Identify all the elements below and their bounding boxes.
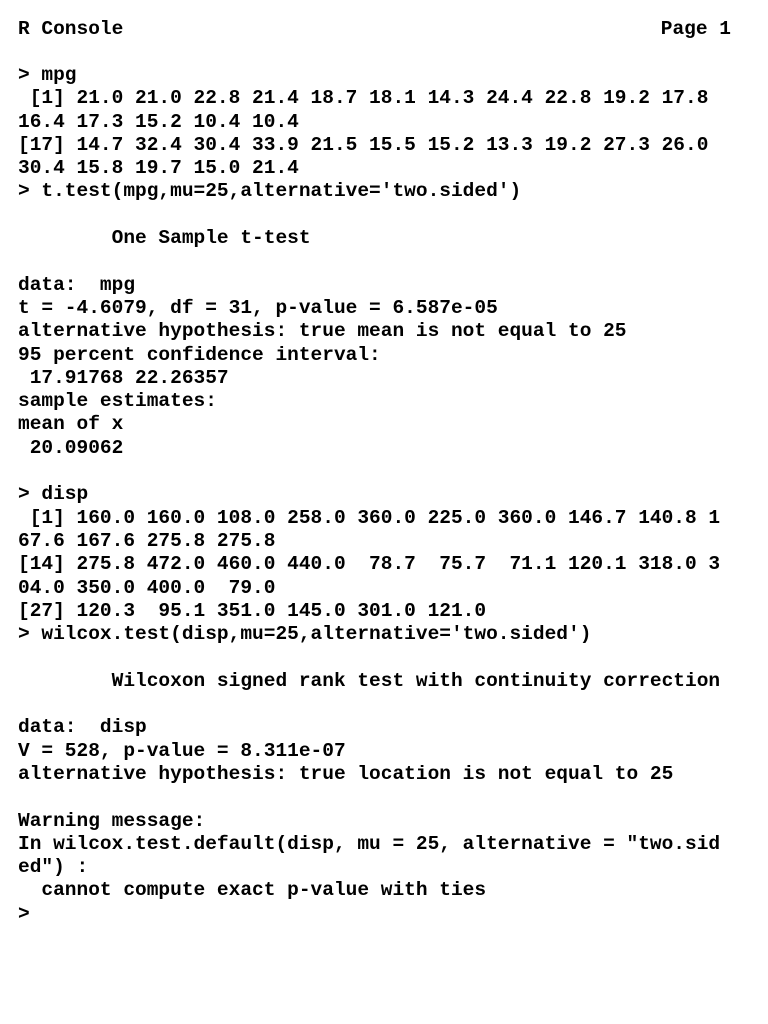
page-title: R Console: [18, 18, 124, 40]
console-line: 30.4 15.8 19.7 15.0 21.4: [18, 157, 299, 180]
console-line: [18, 460, 758, 483]
console-line: 04.0 350.0 400.0 79.0: [18, 576, 276, 599]
console-line: 20.09062: [18, 436, 124, 459]
console-line: [18, 693, 758, 716]
console-line: > wilcox.test(disp,mu=25,alternative='two.sided'): [18, 623, 592, 646]
console-line: alternative hypothesis: true location is not equal to 25: [18, 762, 674, 785]
console-line: Wilcoxon signed rank test with continuity correction: [18, 669, 721, 692]
console-prompt[interactable]: >: [18, 902, 30, 925]
console-line: V = 528, p-value = 8.311e-07: [18, 739, 346, 762]
console-line: Warning message:: [18, 809, 206, 832]
console-line: > mpg: [18, 64, 77, 86]
console-line: mean of x: [18, 413, 124, 436]
console-line: [17] 14.7 32.4 30.4 33.9 21.5 15.5 15.2 13.3 19.2 27.3 26.0: [18, 133, 709, 156]
console-line: alternative hypothesis: true mean is not equal to 25: [18, 320, 627, 343]
page-number: Page 1: [660, 18, 731, 40]
console-line: [1] 21.0 21.0 22.8 21.4 18.7 18.1 14.3 24.4 22.8 19.2 17.8: [18, 87, 709, 110]
console-line: cannot compute exact p-value with ties: [18, 879, 487, 902]
console-line: [18, 646, 758, 669]
console-line: [18, 786, 758, 809]
console-line: 17.91768 22.26357: [18, 366, 229, 389]
page-header: [18, 17, 731, 41]
console-line: [18, 204, 758, 227]
console-line: 95 percent confidence interval:: [18, 343, 381, 366]
console-line: sample estimates:: [18, 390, 217, 413]
console-line: In wilcox.test.default(disp, mu = 25, alternative = "two.sid: [18, 832, 721, 855]
console-line: ed") :: [18, 856, 89, 879]
console-line: 67.6 167.6 275.8 275.8: [18, 529, 276, 552]
console-line: 16.4 17.3 15.2 10.4 10.4: [18, 110, 299, 133]
console-output: [18, 64, 758, 926]
console-line: [18, 250, 758, 273]
console-line: t = -4.6079, df = 31, p-value = 6.587e-05: [18, 296, 498, 319]
console-line: [1] 160.0 160.0 108.0 258.0 360.0 225.0 360.0 146.7 140.8 1: [18, 506, 721, 529]
console-line: data: disp: [18, 716, 147, 739]
console-line: data: mpg: [18, 273, 136, 296]
console-line: [27] 120.3 95.1 351.0 145.0 301.0 121.0: [18, 599, 487, 622]
console-line: One Sample t-test: [18, 227, 311, 250]
console-line: > t.test(mpg,mu=25,alternative='two.sided'): [18, 180, 522, 203]
console-line: [14] 275.8 472.0 460.0 440.0 78.7 75.7 71.1 120.1 318.0 3: [18, 553, 721, 576]
console-line: > disp: [18, 483, 89, 506]
